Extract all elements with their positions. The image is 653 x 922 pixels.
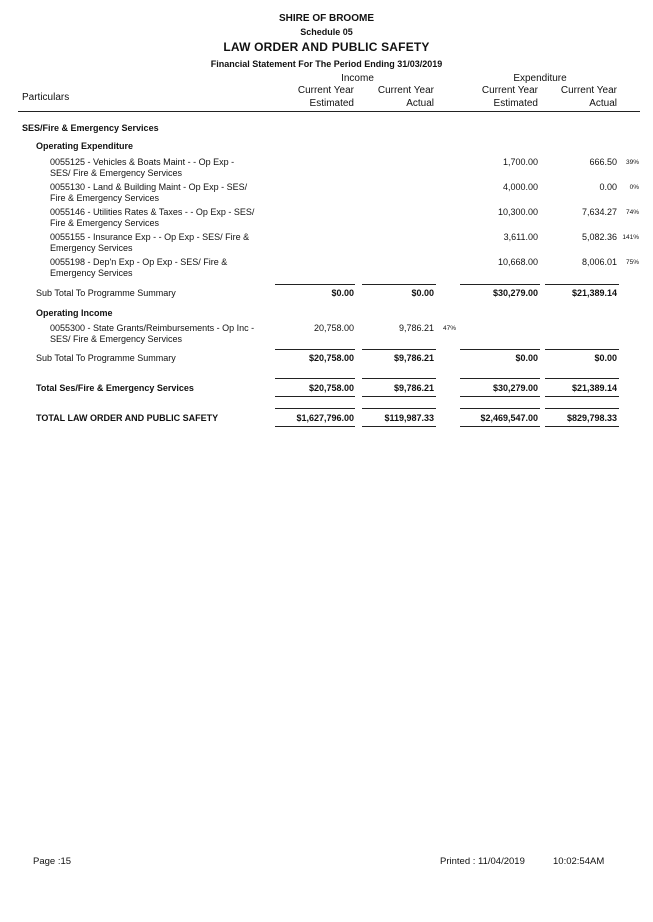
item-exp-estimated: 4,000.00 [502, 182, 538, 192]
printed-date: Printed : 11/04/2019 [440, 856, 525, 867]
section-total-exp-estimated: $30,279.00 [492, 383, 538, 393]
section-total-label: Total Ses/Fire & Emergency Services [36, 383, 194, 393]
particulars-header: Particulars [22, 92, 70, 103]
grand-total-underline [460, 426, 540, 427]
total-underline [362, 396, 436, 397]
total-rule [460, 378, 540, 379]
grand-total-exp-estimated: $2,469,547.00 [480, 413, 538, 423]
organisation-name: SHIRE OF BROOME [278, 13, 374, 24]
subtotal-rule [275, 284, 355, 285]
total-underline [275, 396, 355, 397]
income-est-header-line2: Estimated [309, 98, 354, 109]
item-percent: 47% [442, 325, 456, 332]
subtotal-label: Sub Total To Programme Summary [36, 288, 176, 298]
report-subtitle: Financial Statement For The Period Ending 31/03/2019 [210, 59, 443, 69]
list-item: 0055300 - State Grants/Reimbursements - Op Inc - SES/ Fire & Emergency Services [50, 323, 255, 344]
subtotal-label: Sub Total To Programme Summary [36, 353, 176, 363]
grand-total-exp-actual: $829,798.33 [566, 413, 617, 423]
subtotal-rule [362, 284, 436, 285]
section-total-exp-actual: $21,389.14 [571, 383, 617, 393]
item-exp-actual: 7,634.27 [581, 207, 617, 217]
item-percent: 74% [625, 209, 639, 216]
item-exp-actual: 8,006.01 [581, 257, 617, 267]
subtotal-inc-actual: $9,786.21 [393, 353, 434, 363]
grand-total-underline [275, 426, 355, 427]
exp-est-header-line1: Current Year [481, 85, 538, 96]
item-percent: 141% [622, 234, 639, 241]
exp-est-header-line2: Estimated [493, 98, 538, 109]
item-inc-actual: 9,786.21 [398, 323, 434, 333]
grand-total-underline [545, 426, 619, 427]
subtotal-rule [362, 349, 436, 350]
item-exp-estimated: 10,300.00 [497, 207, 538, 217]
subtotal-inc-actual: $0.00 [411, 288, 434, 298]
subtotal-rule [275, 349, 355, 350]
item-exp-estimated: 10,668.00 [497, 257, 538, 267]
grand-total-underline [362, 426, 436, 427]
grand-total-inc-estimated: $1,627,796.00 [296, 413, 354, 423]
subtotal-rule [460, 284, 540, 285]
grand-total-inc-actual: $119,987.33 [384, 413, 434, 423]
operating-expenditure-title: Operating Expenditure [36, 141, 134, 151]
income-header: Income [341, 73, 374, 84]
list-item: 0055130 - Land & Building Maint - Op Exp - SES/ Fire & Emergency Services [50, 182, 248, 203]
subtotal-rule [460, 349, 540, 350]
section-title: SES/Fire & Emergency Services [22, 123, 159, 133]
item-percent: 0% [629, 184, 639, 191]
subtotal-exp-estimated: $30,279.00 [492, 288, 538, 298]
section-total-inc-estimated: $20,758.00 [308, 383, 354, 393]
total-rule [275, 378, 355, 379]
exp-act-header-line2: Actual [589, 98, 617, 109]
operating-income-title: Operating Income [36, 308, 113, 318]
list-item: 0055125 - Vehicles & Boats Maint - - Op Exp - SES/ Fire & Emergency Services [50, 157, 235, 178]
grand-total-rule [275, 408, 355, 409]
header-divider [18, 111, 640, 112]
total-rule [362, 378, 436, 379]
grand-total-rule [545, 408, 619, 409]
list-item: 0055146 - Utilities Rates & Taxes - - Op Exp - SES/ Fire & Emergency Services [50, 207, 255, 228]
total-rule [545, 378, 619, 379]
subtotal-inc-estimated: $20,758.00 [308, 353, 354, 363]
subtotal-rule [545, 349, 619, 350]
subtotal-exp-actual: $21,389.14 [571, 288, 617, 298]
subtotal-exp-estimated: $0.00 [515, 353, 538, 363]
item-exp-estimated: 3,611.00 [503, 232, 538, 242]
item-exp-estimated: 1,700.00 [502, 157, 538, 167]
total-underline [460, 396, 540, 397]
item-inc-estimated: 20,758.00 [313, 323, 354, 333]
income-act-header-line1: Current Year [377, 85, 434, 96]
section-total-inc-actual: $9,786.21 [393, 383, 434, 393]
exp-act-header-line1: Current Year [560, 85, 617, 96]
grand-total-label: TOTAL LAW ORDER AND PUBLIC SAFETY [36, 413, 219, 423]
item-percent: 75% [625, 259, 639, 266]
total-underline [545, 396, 619, 397]
page-number: Page :15 [33, 856, 72, 867]
item-exp-actual: 0.00 [599, 182, 617, 192]
list-item: 0055155 - Insurance Exp - - Op Exp - SES/ Fire & Emergency Services [50, 232, 250, 253]
expenditure-header: Expenditure [513, 73, 567, 84]
subtotal-exp-actual: $0.00 [594, 353, 617, 363]
list-item: 0055198 - Dep'n Exp - Op Exp - SES/ Fire & Emergency Services [50, 257, 228, 278]
subtotal-rule [545, 284, 619, 285]
income-est-header-line1: Current Year [297, 85, 354, 96]
item-percent: 39% [625, 159, 639, 166]
schedule-number: Schedule 05 [300, 27, 353, 37]
grand-total-rule [460, 408, 540, 409]
printed-time: 10:02:54AM [553, 856, 605, 867]
report-title: LAW ORDER AND PUBLIC SAFETY [223, 40, 430, 54]
subtotal-inc-estimated: $0.00 [331, 288, 354, 298]
item-exp-actual: 666.50 [589, 157, 617, 167]
income-act-header-line2: Actual [406, 98, 434, 109]
item-exp-actual: 5,082.36 [581, 232, 617, 242]
grand-total-rule [362, 408, 436, 409]
